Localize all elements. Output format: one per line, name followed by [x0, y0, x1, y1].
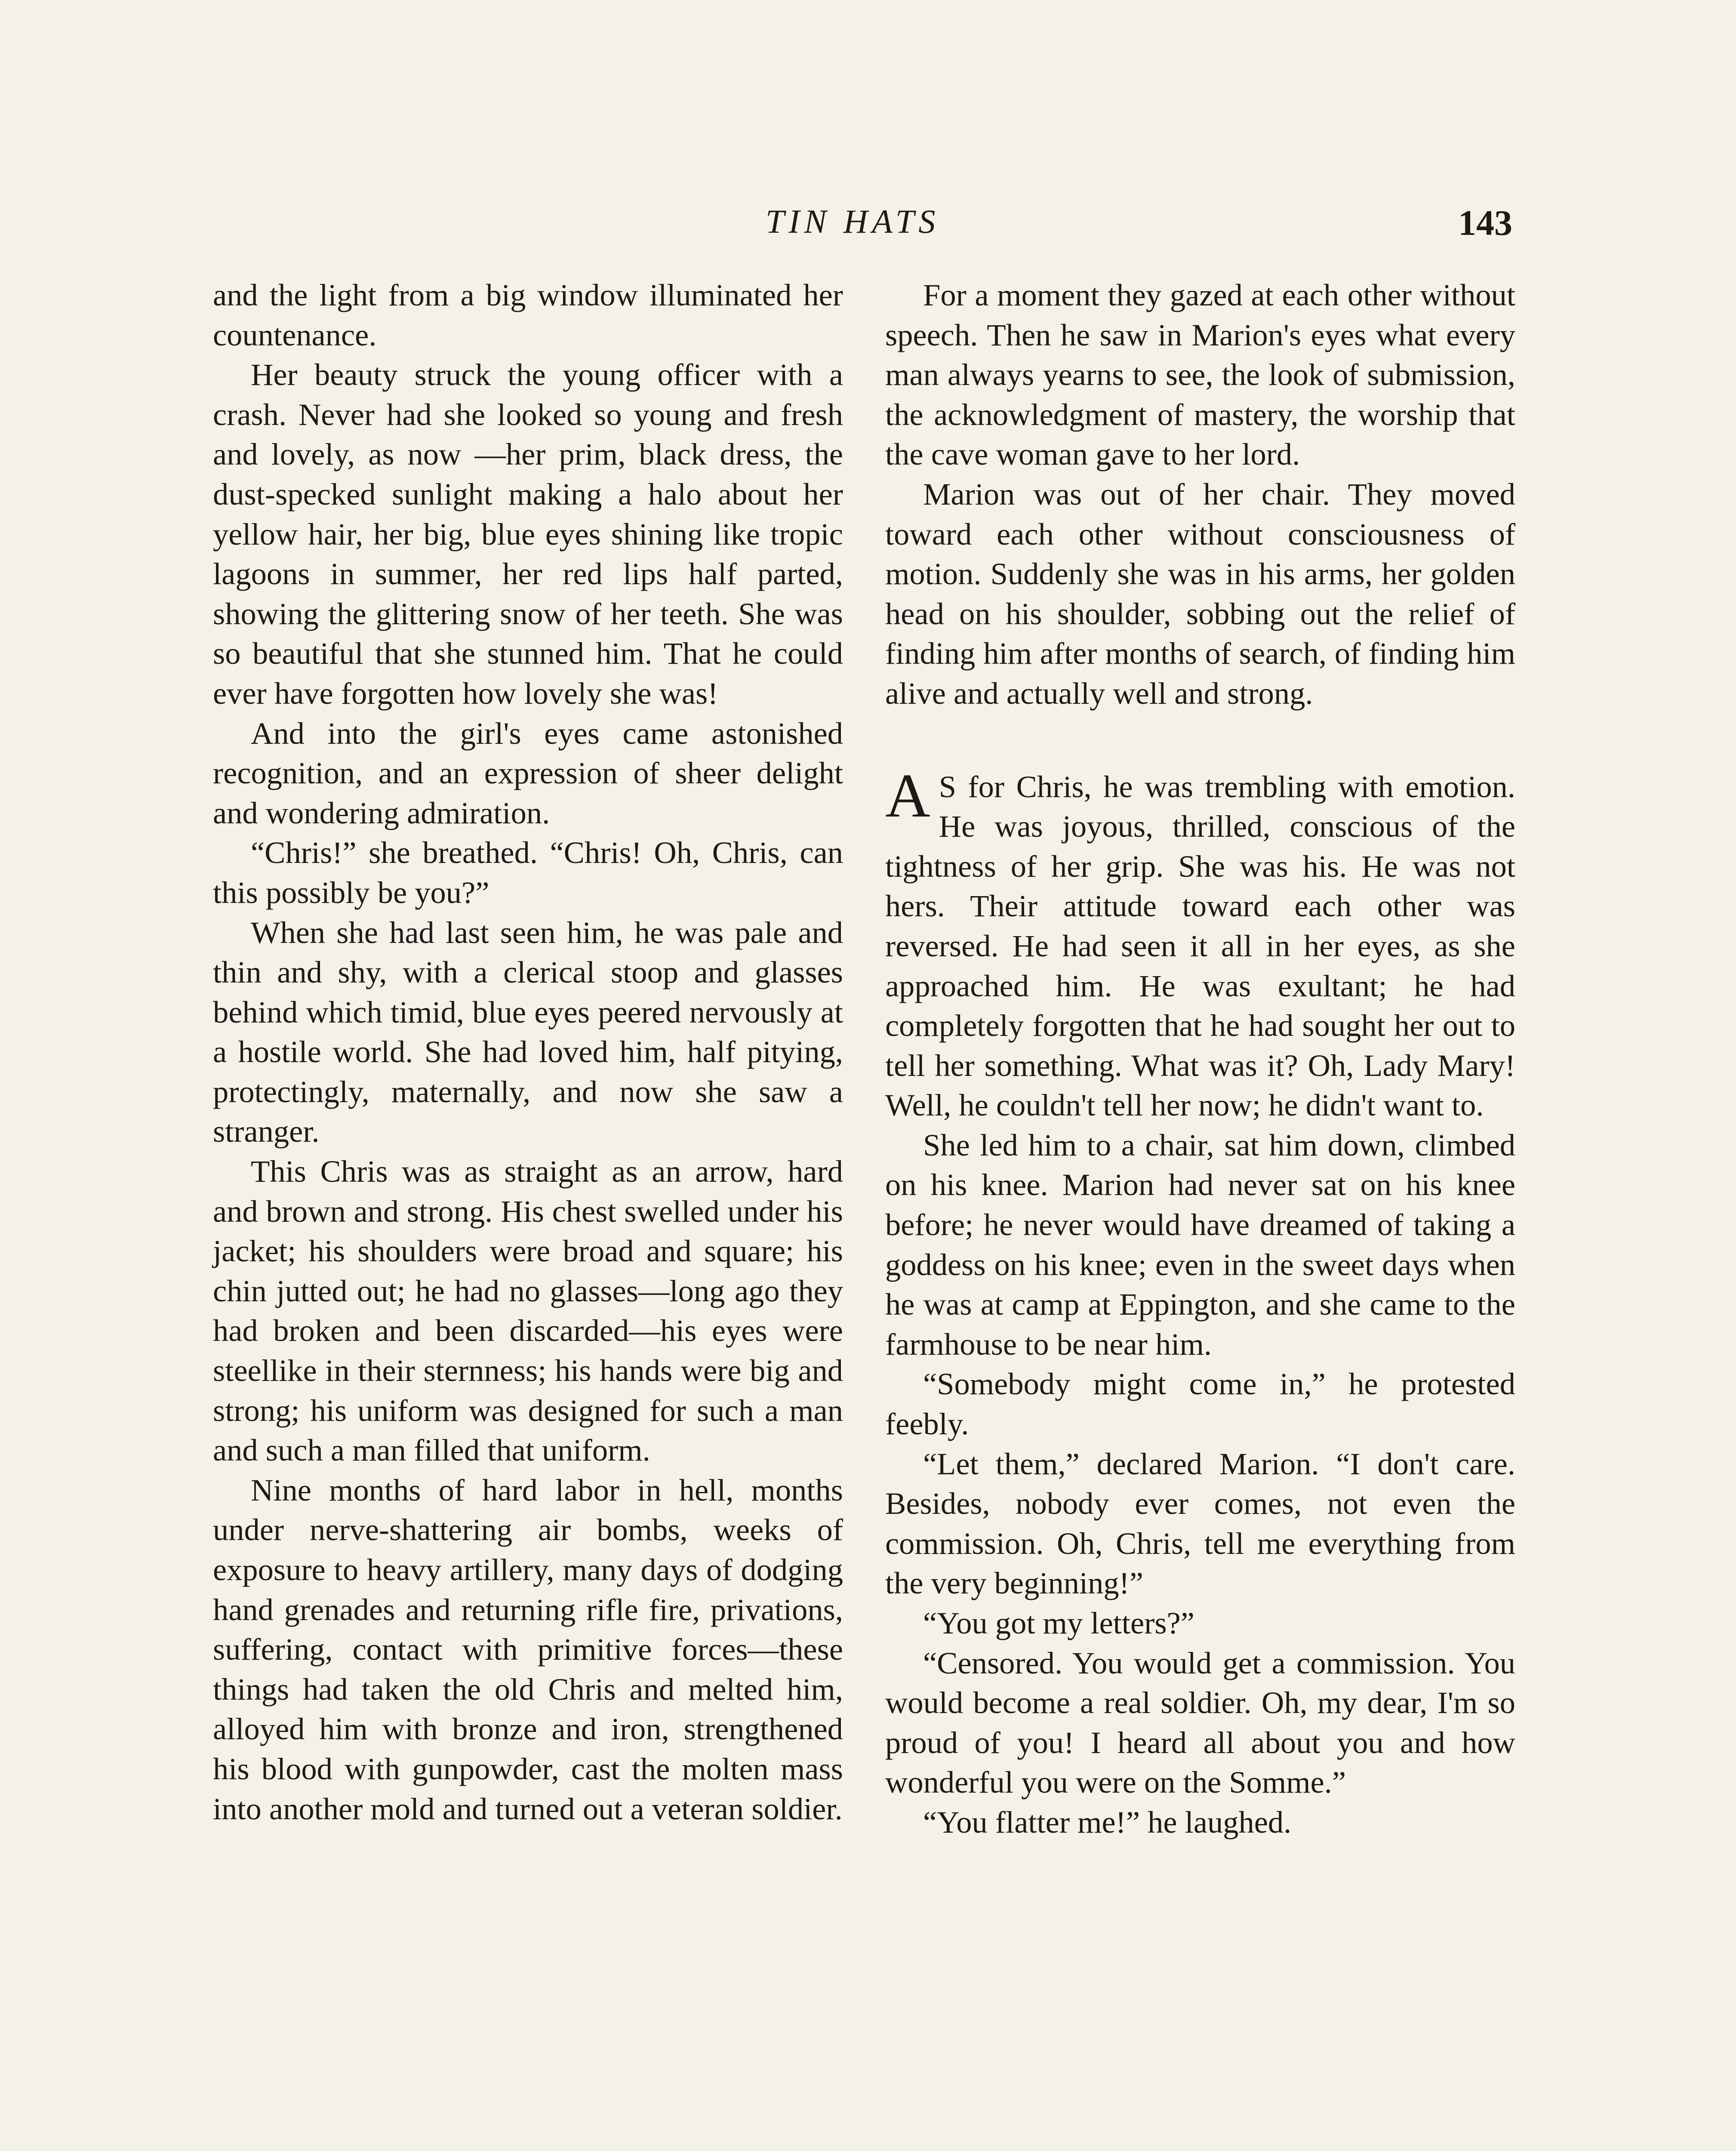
paragraph: Marion was out of her chair. They moved toward each other without consciousness of motion. Suddenly she was in his arms, her golden head on his shoulder, sobbing out the relief of finding him after months of search, of finding him alive and actually well and strong. [885, 476, 1515, 711]
paragraph: She led him to a chair, sat him down, climbed on his knee. Marion had never sat on his knee before; he never would have dreamed of taking a goddess on his knee; even in the sweet days when he was at camp at Eppington, and she came to the farmhouse to be near him. [885, 1127, 1515, 1362]
paragraph: and the light from a big window illuminated her countenance. [213, 277, 843, 352]
paragraph: “You flatter me!” he laughed. [923, 1804, 1292, 1840]
paragraph: Nine months of hard labor in hell, months under nerve-shattering air bombs, weeks of exposure to heavy artillery, many days of dodging hand grenades and returning rifle fire, privations, suffering, contact with primitive forces—these things had taken the old Chris and melted him, alloyed him with bronze and iron, strengthened his blood with gunpowder, cast the molten mass into another mold and turned out a veteran soldier. [213, 1472, 843, 1826]
left-column [213, 275, 843, 2151]
paragraph: “Chris!” she breathed. “Chris! Oh, Chris, can this possibly be you?” [213, 835, 843, 910]
page-number: 143 [1458, 203, 1512, 243]
paragraph: And into the girl's eyes came astonished recognition, and an expression of sheer delight and wondering admiration. [213, 715, 843, 830]
section-opening-paragraph [885, 761, 1515, 1125]
paragraph: “Let them,” declared Marion. “I don't care. Besides, nobody ever comes, not even the commission. Oh, Chris, tell me everything from the very beginning!” [885, 1446, 1515, 1601]
paragraph: This Chris was as straight as an arrow, hard and brown and strong. His chest swelled under his jacket; his shoulders were broad and square; his chin jutted out; he had no glasses—long ago they had broken and been discarded—his eyes were steellike in their sternness; his hands were big and strong; his uniform was designed for such a man and such a man filled that uniform. [213, 1154, 843, 1468]
paragraph: “Somebody might come in,” he protested feebly. [885, 1366, 1515, 1442]
paragraph: For a moment they gazed at each other without speech. Then he saw in Marion's eyes what every man always yearns to see, the look of submission, the acknowledgment of mastery, the worship that the cave woman gave to her lord. [885, 277, 1515, 472]
paragraph: Her beauty struck the young officer with a crash. Never had she looked so young and fresh and lovely, as now —her prim, black dress, the dust-specked sunlight making a halo about her yellow hair, her big, blue eyes shining like tropic lagoons in summer, her red lips half parted, showing the glittering snow of her teeth. She was so beautiful that she stunned him. That he could ever have forgotten how lovely she was! [213, 357, 843, 711]
section-opening-text: S for Chris, he was trembling with emotion. He was joyous, thrilled, conscious of the tightness of her grip. She was his. He was not hers. Their attitude toward each other was reversed. He had seen it all in her eyes, as she approached him. He was exultant; he had completely forgotten that he had sought her out to tell her something. What was it? Oh, Lady Mary! Well, he couldn't tell her now; he didn't want to. [885, 769, 1515, 1123]
paragraph: “Censored. You would get a commission. You would become a real soldier. Oh, my dear, I'm so proud of you! I heard all about you and how wonderful you were on the Somme.” [885, 1645, 1515, 1800]
right-column [885, 275, 1515, 2151]
running-head [0, 202, 1736, 250]
section-break [885, 714, 1515, 767]
paragraph: When she had last seen him, he was pale and thin and shy, with a clerical stoop and glasses behind which timid, blue eyes peered nervously at a hostile world. She had loved him, half pitying, protectingly, maternally, and now she saw a stranger. [213, 915, 843, 1149]
paragraph: “You got my letters?” [923, 1606, 1194, 1640]
running-title: TIN HATS [766, 203, 940, 240]
drop-cap: A [885, 761, 930, 830]
